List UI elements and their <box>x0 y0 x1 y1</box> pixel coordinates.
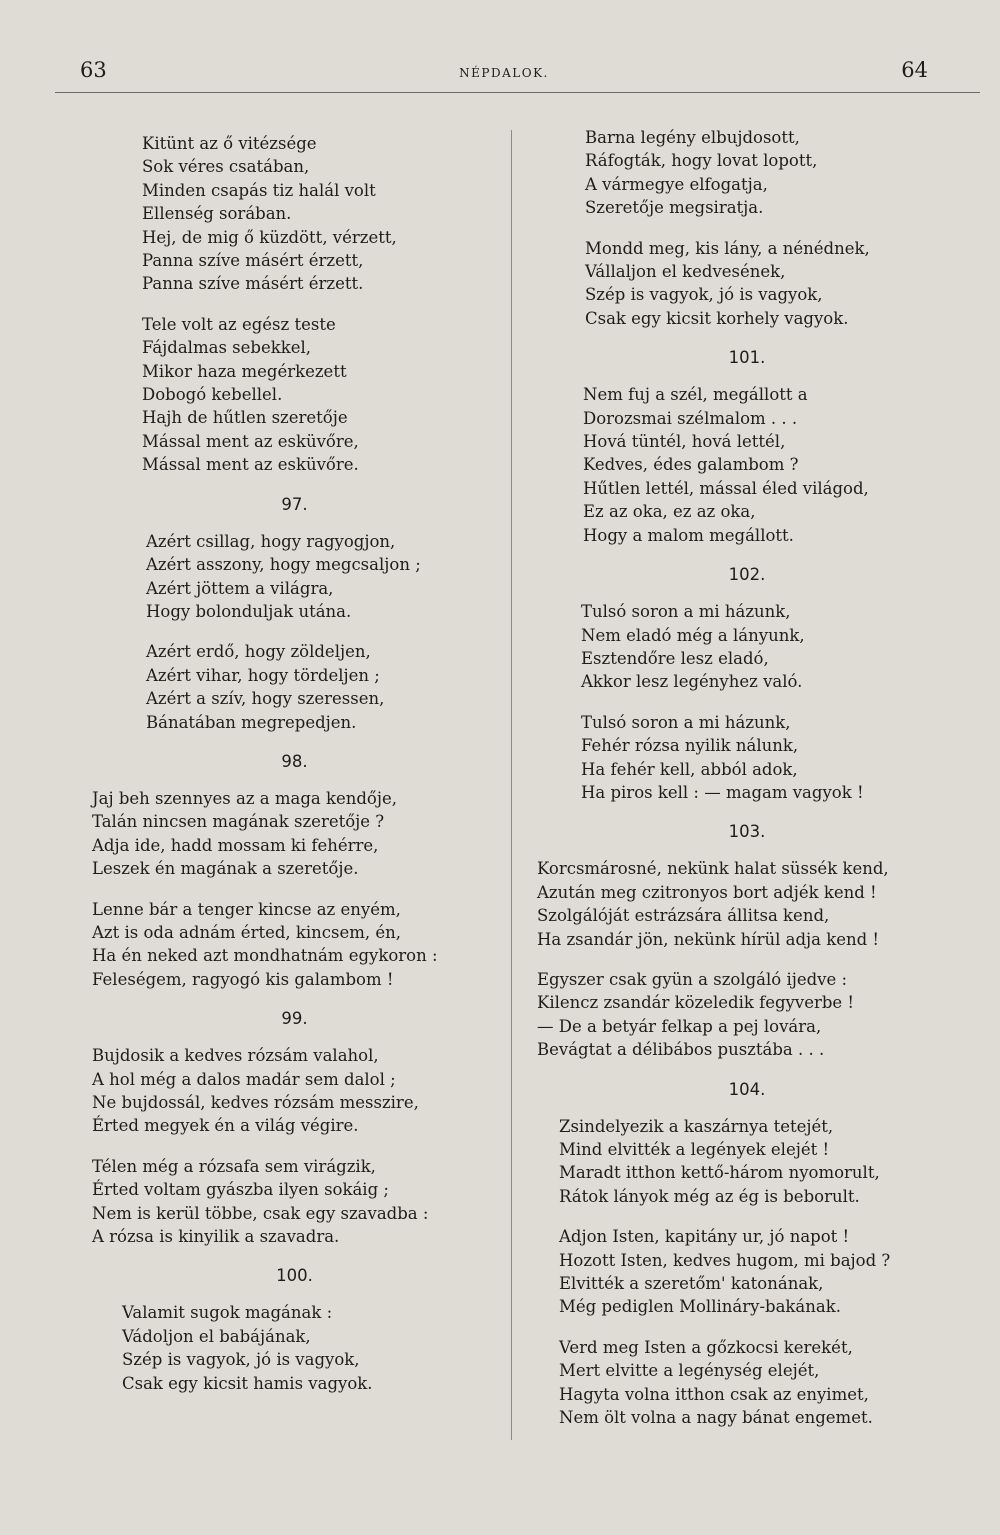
verse-line: Érted megyek én a világ végire. <box>92 1116 359 1136</box>
verse-line: Akkor lesz legényhez való. <box>581 672 803 692</box>
verse-line: Azt is oda adnám érted, kincsem, én, <box>92 922 402 942</box>
verse-line: Kitünt az ő vitézsége <box>142 134 317 153</box>
verse-line: Szép is vagyok, jó is vagyok, <box>585 285 823 305</box>
verse-line: Télen még a rózsafa sem virágzik, <box>92 1156 376 1176</box>
poem <box>92 494 497 734</box>
stanza <box>537 383 957 547</box>
verse-line: Egyszer csak gyün a szolgáló ijedve : <box>537 969 848 989</box>
left-column <box>92 132 497 1412</box>
verse-line: Bevágtat a délibábos pusztába . . . <box>537 1040 825 1060</box>
verse-line: Sok véres csatában, <box>142 157 310 177</box>
verse-line: — De a betyár felkap a pej lovára, <box>537 1016 822 1036</box>
verse-line: Korcsmárosné, nekünk halat süssék kend, <box>537 859 889 879</box>
verse-line: Azért csillag, hogy ragyogjon, <box>146 531 396 551</box>
verse-line: Zsindelyezik a kaszárnya tetejét, <box>559 1116 834 1136</box>
verse-line: Tele volt az egész teste <box>142 314 336 334</box>
verse-line: Adjon Isten, kapitány ur, jó napot ! <box>559 1227 850 1247</box>
verse-line: A hol még a dalos madár sem dalol ; <box>92 1069 396 1089</box>
stanza <box>537 126 957 220</box>
stanza <box>92 1044 497 1138</box>
verse-line: Panna szíve másért érzett, <box>142 251 364 271</box>
verse-line: Szeretője megsiratja. <box>585 198 764 218</box>
verse-line: Csak egy kicsit hamis vagyok. <box>122 1373 373 1393</box>
verse-line: Azért asszony, hogy megcsaljon ; <box>146 555 421 575</box>
verse-line: Ha piros kell : — magam vagyok ! <box>581 782 864 802</box>
stanza <box>537 1115 957 1209</box>
verse-line: Nem eladó még a lányunk, <box>581 625 805 645</box>
poem <box>537 821 957 1061</box>
poem-number: 98. <box>281 751 308 771</box>
stanza <box>92 132 497 296</box>
verse-line: Nem fuj a szél, megállott a <box>583 385 808 405</box>
verse-line: Ha zsandár jön, nekünk hírül adja kend ! <box>537 929 880 949</box>
verse-line: A vármegye elfogatja, <box>585 174 768 194</box>
verse-line: Azért erdő, hogy zöldeljen, <box>146 642 371 662</box>
verse-line: Tulsó soron a mi házunk, <box>581 712 791 732</box>
verse-line: Érted voltam gyászba ilyen sokáig ; <box>92 1180 389 1200</box>
right-column <box>537 126 957 1446</box>
poem <box>92 751 497 991</box>
stanza <box>537 857 957 951</box>
stanza <box>537 1336 957 1430</box>
poem <box>92 1265 497 1395</box>
poem <box>92 132 497 477</box>
verse-line: Szolgálóját estrázsára állitsa kend, <box>537 906 830 926</box>
verse-line: Dobogó kebellel. <box>142 385 283 405</box>
verse-line: Adja ide, hadd mossam ki fehérre, <box>92 835 379 855</box>
stanza <box>537 237 957 331</box>
verse-line: Talán nincsen magának szeretője ? <box>92 812 385 832</box>
poem-number: 99. <box>281 1009 308 1029</box>
verse-line: Ráfogták, hogy lovat lopott, <box>585 151 818 171</box>
poem-number: 103. <box>728 822 766 842</box>
verse-line: Mondd meg, kis lány, a nénédnek, <box>585 238 870 258</box>
verse-line: Ne bujdossál, kedves rózsám messzire, <box>92 1093 419 1112</box>
verse-line: Rátok lányok még az ég is beborult. <box>559 1186 860 1206</box>
verse-line: Jaj beh szennyes az a maga kendője, <box>92 788 397 808</box>
verse-line: Minden csapás tiz halál volt <box>142 180 376 200</box>
verse-line: Csak egy kicsit korhely vagyok. <box>585 308 849 328</box>
verse-line: Esztendőre lesz eladó, <box>581 648 769 668</box>
verse-line: Vállaljon el kedvesének, <box>585 262 786 282</box>
poem-number: 97. <box>281 494 308 514</box>
verse-line: Vádoljon el babájának, <box>122 1326 311 1346</box>
verse-line: Azért vihar, hogy tördeljen ; <box>146 665 380 685</box>
stanza <box>92 640 497 734</box>
poem-number: 102. <box>728 565 766 585</box>
verse-line: Nem ölt volna a nagy bánat engemet. <box>559 1408 873 1428</box>
column-divider <box>511 130 512 1440</box>
verse-line: Hová tüntél, hová lettél, <box>583 432 786 452</box>
verse-line: Panna szíve másért érzett. <box>142 274 364 294</box>
verse-line: Bánatában megrepedjen. <box>146 712 357 732</box>
verse-line: Maradt itthon kettő-három nyomorult, <box>559 1163 880 1183</box>
verse-line: Hajh de hűtlen szeretője <box>142 408 348 428</box>
right-page-number: 64 <box>901 58 928 82</box>
verse-line: Elvitték a szeretőm' katonának, <box>559 1274 824 1294</box>
verse-line: Kilencz zsandár közeledik fegyverbe ! <box>537 993 855 1013</box>
verse-line: Azért jöttem a világra, <box>146 578 334 598</box>
verse-line: Tulsó soron a mi házunk, <box>581 602 791 622</box>
verse-line: Ha én neked azt mondhatnám egykoron : <box>92 946 438 966</box>
verse-line: Verd meg Isten a gőzkocsi kerekét, <box>559 1337 853 1357</box>
verse-line: Mással ment az esküvőre, <box>142 431 359 451</box>
verse-line: Mind elvitték a legények elejét ! <box>559 1140 830 1159</box>
verse-line: Leszek én magának a szeretője. <box>92 859 359 879</box>
verse-line: Hűtlen lettél, mással éled világod, <box>583 478 869 498</box>
poem <box>537 564 957 804</box>
verse-line: Mással ment az esküvőre. <box>142 455 359 475</box>
left-page-number: 63 <box>80 58 107 82</box>
verse-line: Fájdalmas sebekkel, <box>142 338 311 358</box>
verse-line: Lenne bár a tenger kincse az enyém, <box>92 899 401 919</box>
verse-line: Feleségem, ragyogó kis galambom ! <box>92 969 394 989</box>
verse-line: Azután meg czitronyos bort adjék kend ! <box>537 882 877 902</box>
stanza <box>537 711 957 805</box>
verse-line: Ez az oka, ez az oka, <box>583 502 756 522</box>
poem <box>92 1008 497 1248</box>
verse-line: Hagyta volna itthon csak az enyimet, <box>559 1384 869 1404</box>
stanza <box>92 313 497 477</box>
stanza <box>92 530 497 624</box>
verse-line: Hogy a malom megállott. <box>583 525 794 545</box>
verse-line: Ha fehér kell, abból adok, <box>581 759 798 779</box>
page-header <box>80 58 928 88</box>
verse-line: Fehér rózsa nyilik nálunk, <box>581 736 799 756</box>
verse-line: Ellenség sorában. <box>142 204 292 224</box>
verse-line: A rózsa is kinyilik a szavadra. <box>92 1227 340 1247</box>
poem <box>537 1079 957 1430</box>
stanza <box>537 968 957 1062</box>
stanza <box>92 787 497 881</box>
verse-line: Hogy bolonduljak utána. <box>146 601 352 621</box>
poem-number: 100. <box>276 1266 313 1286</box>
stanza <box>537 1225 957 1319</box>
poem-number: 104. <box>728 1079 766 1099</box>
stanza <box>537 600 957 694</box>
verse-line: Dorozsmai szélmalom . . . <box>583 408 798 428</box>
verse-line: Hozott Isten, kedves hugom, mi bajod ? <box>559 1250 891 1270</box>
poem <box>537 347 957 547</box>
verse-line: Mert elvitte a legénység elejét, <box>559 1361 820 1381</box>
poem <box>537 126 957 330</box>
stanza <box>92 1155 497 1249</box>
stanza <box>92 898 497 992</box>
verse-line: Valamit sugok magának : <box>122 1303 333 1323</box>
verse-line: Mikor haza megérkezett <box>142 361 347 381</box>
running-title: NÉPDALOK. <box>459 66 549 80</box>
verse-line: Kedves, édes galambom ? <box>583 455 799 475</box>
verse-line: Azért a szív, hogy szeressen, <box>146 689 385 709</box>
verse-line: Barna legény elbujdosott, <box>585 128 800 147</box>
poem-number: 101. <box>728 348 766 368</box>
verse-line: Hej, de mig ő küzdött, vérzett, <box>142 227 397 247</box>
stanza <box>92 1301 497 1395</box>
verse-line: Még pediglen Mollináry-bakának. <box>559 1297 841 1317</box>
verse-line: Nem is kerül többe, csak egy szavadba : <box>92 1203 429 1223</box>
verse-line: Bujdosik a kedves rózsám valahol, <box>92 1046 379 1066</box>
verse-line: Szép is vagyok, jó is vagyok, <box>122 1350 360 1370</box>
header-rule <box>55 92 980 93</box>
